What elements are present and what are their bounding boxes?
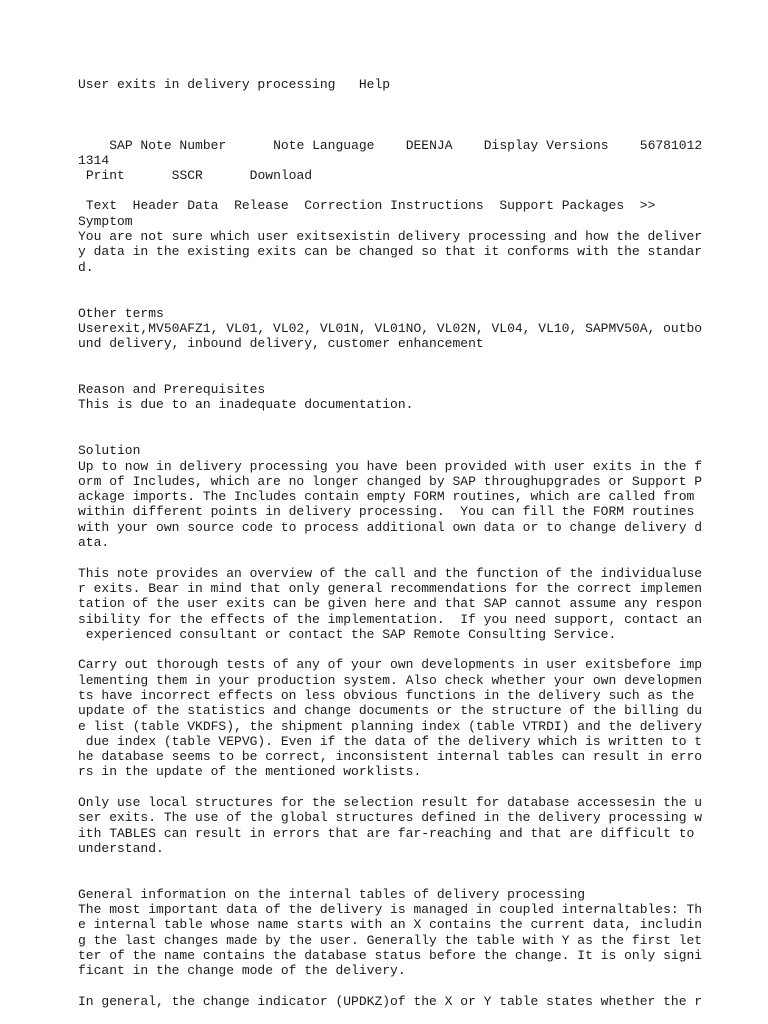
solution-line: rs in the update of the mentioned worklists. bbox=[78, 764, 422, 780]
solution-line: ata. bbox=[78, 535, 110, 551]
solution-line: experienced consultant or contact the SAP Remote Consulting Service. bbox=[78, 626, 617, 642]
symptom-line: You are not sure which user exitsexistin delivery processing and how the deliver bbox=[78, 229, 703, 245]
tab-header-data[interactable]: Header Data bbox=[132, 198, 219, 214]
solution-line: ackage imports. The Includes contain empty FORM routines, which are called from bbox=[78, 489, 695, 505]
solution-line: Up to now in delivery processing you have been provided with user exits in the f bbox=[78, 458, 703, 474]
solution-line: ith TABLES can result in errors that are far-reaching and that are difficult to bbox=[78, 825, 695, 841]
tab-correction-instructions[interactable]: Correction Instructions bbox=[304, 198, 484, 214]
solution-line: due index (table VEPVG). Even if the data of the delivery which is written to t bbox=[78, 733, 703, 749]
symptom-line: y data in the existing exits can be changed so that it conforms with the standar bbox=[78, 244, 703, 260]
symptom-heading: Symptom bbox=[78, 213, 133, 229]
language-value[interactable]: DEENJA bbox=[405, 137, 453, 153]
general-info-line: g the last changes made by the user. Generally the table with Y as the first let bbox=[78, 932, 703, 948]
tab-text[interactable]: Text bbox=[85, 198, 118, 214]
page-title: User exits in delivery processing bbox=[78, 77, 336, 92]
tab-more[interactable]: >> bbox=[639, 198, 656, 214]
actions-line bbox=[78, 168, 758, 183]
solution-line: update of the statistics and change documents or the structure of the billing du bbox=[78, 703, 703, 719]
solution-line: ts have incorrect effects on less obvious functions in the delivery such as the bbox=[78, 687, 695, 703]
print-link[interactable]: Print bbox=[85, 168, 125, 184]
note-meta-line bbox=[78, 138, 758, 153]
solution-line: r exits. Bear in mind that only general recommendations for the correct implemen bbox=[78, 580, 703, 596]
solution-line: This note provides an overview of the call and the function of the individualuse bbox=[78, 565, 703, 581]
solution-line: ser exits. The use of the global structures defined in the delivery processing w bbox=[78, 810, 703, 826]
download-link[interactable]: Download bbox=[249, 168, 313, 184]
solution-heading: Solution bbox=[78, 443, 141, 459]
tab-support-packages[interactable]: Support Packages bbox=[499, 198, 625, 214]
solution-line: with your own source code to process additional own data or to change delivery d bbox=[78, 519, 703, 535]
solution-line: Carry out thorough tests of any of your own developments in user exitsbefore imp bbox=[78, 657, 703, 673]
document-page bbox=[78, 0, 758, 1009]
solution-line: understand. bbox=[78, 840, 164, 856]
other-terms-line: und delivery, inbound delivery, customer enhancement bbox=[78, 336, 484, 352]
reason-line: This is due to an inadequate documentation. bbox=[78, 397, 414, 413]
title-line bbox=[78, 77, 758, 92]
note-language-label: Note Language bbox=[273, 137, 375, 153]
solution-line: within different points in delivery processing. You can fill the FORM routines bbox=[78, 504, 695, 520]
general-info-line: ficant in the change mode of the delivery. bbox=[78, 963, 406, 979]
general-info-line: e internal table whose name starts with an X contains the current data, includin bbox=[78, 917, 703, 933]
note-number-continuation: 1314 bbox=[78, 152, 110, 168]
solution-line: lementing them in your production system. Also check whether your own developmen bbox=[78, 672, 703, 688]
reason-heading: Reason and Prerequisites bbox=[78, 382, 266, 398]
note-meta-continuation bbox=[78, 153, 758, 168]
general-info-line: The most important data of the delivery is managed in coupled internaltables: Th bbox=[78, 902, 703, 918]
solution-line: tation of the user exits can be given here and that SAP cannot assume any respon bbox=[78, 596, 703, 612]
tab-release[interactable]: Release bbox=[234, 198, 289, 214]
other-terms-heading: Other terms bbox=[78, 305, 164, 321]
note-number-value: 56781012 bbox=[639, 137, 703, 153]
sscr-link[interactable]: SSCR bbox=[171, 168, 203, 184]
solution-line: orm of Includes, which are no longer changed by SAP throughupgrades or Support P bbox=[78, 473, 703, 489]
sap-note-number-label: SAP Note Number bbox=[109, 137, 227, 153]
solution-line: e list (table VKDFS), the shipment planning index (table VTRDI) and the delivery bbox=[78, 718, 703, 734]
other-terms-line: Userexit,MV50AFZ1, VL01, VL02, VL01N, VL01NO, VL02N, VL04, VL10, SAPMV50A, outbo bbox=[78, 320, 703, 336]
symptom-line: d. bbox=[78, 259, 94, 275]
general-info-line: In general, the change indicator (UPDKZ)of the X or Y table states whether the r bbox=[78, 993, 703, 1009]
help-link[interactable]: Help bbox=[358, 77, 391, 92]
display-versions-link[interactable]: Display Versions bbox=[483, 137, 609, 153]
solution-line: sibility for the effects of the implementation. If you need support, contact an bbox=[78, 611, 703, 627]
solution-line: Only use local structures for the selection result for database accessesin the u bbox=[78, 795, 703, 811]
solution-line: he database seems to be correct, inconsistent internal tables can result in erro bbox=[78, 749, 703, 765]
tabs-line bbox=[78, 198, 758, 213]
general-info-line: ter of the name contains the database status before the change. It is only signi bbox=[78, 948, 703, 964]
general-info-heading: General information on the internal tables of delivery processing bbox=[78, 886, 586, 902]
